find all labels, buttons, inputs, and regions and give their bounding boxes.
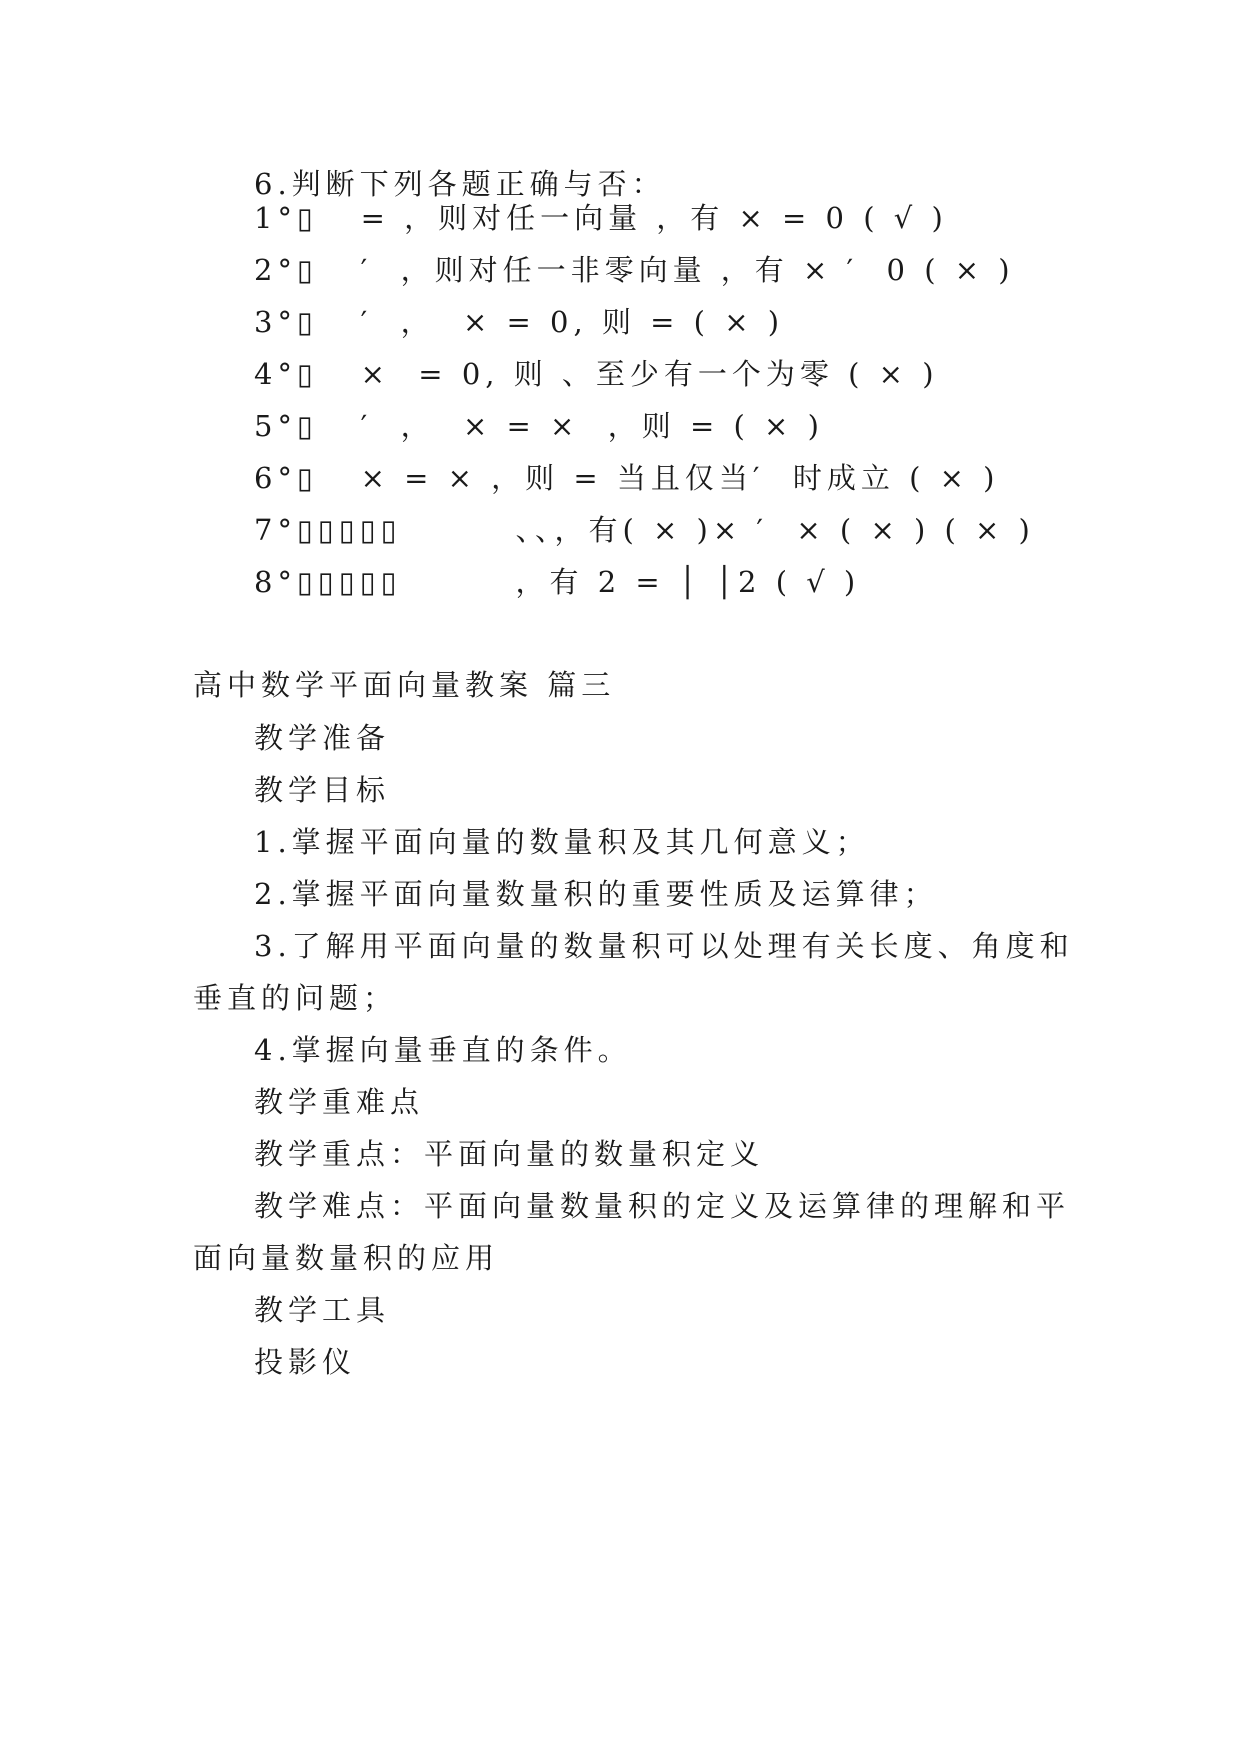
body-line-key-difficult: 教学重难点 [254,1085,425,1119]
judge-question-title: 6.判断下列各题正确与否： [254,167,666,201]
body-line-goal-3-cont: 垂直的问题； [193,981,398,1015]
judge-item-7: 7°▯▯▯▯▯ 、、，有( × )× ′ × ( × ) ( × ) [254,513,1035,547]
body-line-goal-3: 3.了解用平面向量的数量积可以处理有关长度、角度和 [254,929,1074,963]
judge-item-2: 2°▯ ′ ，则对任一非零向量 ，有 × ′ 0 ( × ) [254,253,1015,287]
judge-item-8: 8°▯▯▯▯▯ ，有 2 = │ │2 ( √ ) [254,565,861,599]
judge-item-4: 4°▯ × = 0, 则 、至少有一个为零 ( × ) [254,357,939,391]
body-line-teaching-prep: 教学准备 [254,721,391,755]
body-line-goal-2: 2.掌握平面向量数量积的重要性质及运算律； [254,877,938,911]
body-line-goal-4: 4.掌握向量垂直的条件。 [254,1033,632,1067]
body-line-key-point: 教学重点：平面向量的数量积定义 [254,1137,765,1171]
judge-item-6: 6°▯ × = × ，则 = 当且仅当′ 时成立 ( × ) [254,461,1000,495]
judge-item-3: 3°▯ ′ ， × = 0, 则 = ( × ) [254,305,785,339]
body-line-projector: 投影仪 [254,1345,357,1379]
body-line-goal-1: 1.掌握平面向量的数量积及其几何意义； [254,825,870,859]
body-line-teaching-goals: 教学目标 [254,773,391,807]
judge-item-5: 5°▯ ′ ， × = × ，则 = ( × ) [254,409,824,443]
body-line-difficult-point-cont: 面向量数量积的应用 [193,1241,500,1275]
section-heading: 高中数学平面向量教案 篇三 [193,668,616,702]
body-line-difficult-point: 教学难点：平面向量数量积的定义及运算律的理解和平 [254,1189,1071,1223]
body-line-teaching-tools: 教学工具 [254,1293,391,1327]
judge-item-1: 1°▯ = ，则对任一向量 ，有 × = 0 ( √ ) [254,201,948,235]
